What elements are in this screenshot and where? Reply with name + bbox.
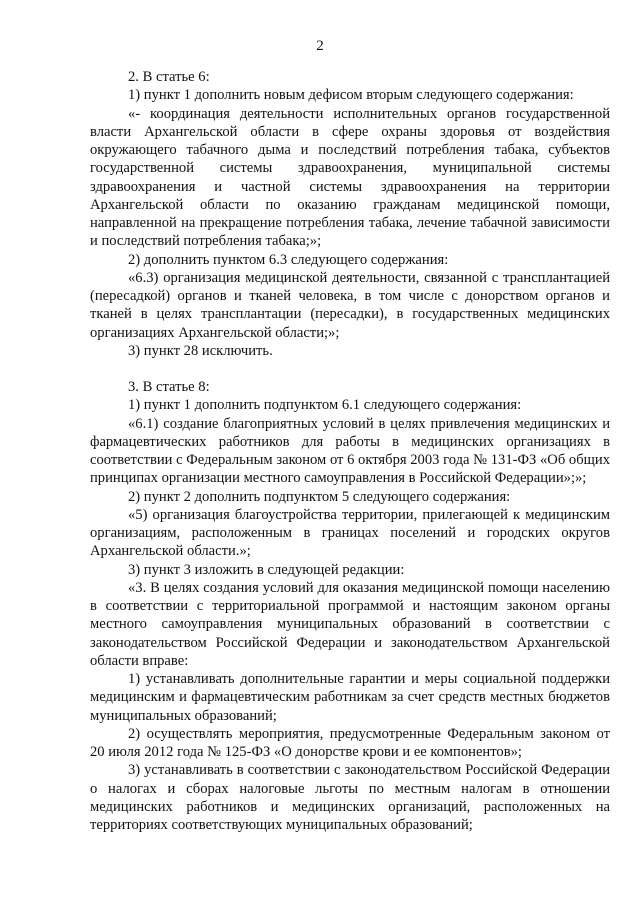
article-8-item-1-text: «6.1) создание благоприятных условий в целях привлечения медицинских и фармацевтических работников для работы в медицинских организациях в соответствии с Федеральным законом от 6 октября 2003 года № 131-ФЗ «Об общих принципах организации местного самоуправления в Российской Федерации»;»; [90, 415, 610, 487]
article-6-heading: 2. В статье 6: [128, 69, 210, 85]
article-6-item-1: 1) пункт 1 дополнить новым дефисом вторым следующего содержания: [128, 87, 574, 104]
article-6-item-3: 3) пункт 28 исключить. [128, 342, 273, 359]
article-8-subitem-2: 2) осуществлять мероприятия, предусмотренные Федеральным законом от 20 июля 2012 года № 125-ФЗ «О донорстве крови и ее компонентов»; [90, 725, 610, 760]
article-8-item-3-text: «3. В целях создания условий для оказания медицинской помощи населению в соответствии с территориальной программой и настоящим законом органы местного самоуправления муниципальных образований в соответствии с законодательством Российской Федерации и законодательством Архангельской области вправе: [90, 579, 610, 669]
article-8-item-1: 1) пункт 1 дополнить подпунктом 6.1 следующего содержания: [128, 397, 522, 414]
section-spacer [90, 360, 610, 378]
article-8-item-3: 3) пункт 3 изложить в следующей редакции: [128, 561, 405, 578]
article-8-item-2: 2) пункт 2 дополнить подпунктом 5 следующего содержания: [128, 488, 511, 505]
article-8-subitem-1: 1) устанавливать дополнительные гарантии и меры социальной поддержки медицинским и фармацевтическим работникам за счет средств местных бюджетов муниципальных образований; [90, 671, 610, 724]
article-8-heading: 3. В статье 8: [128, 379, 210, 395]
article-6-item-2-text: «6.3) организация медицинской деятельности, связанной с трансплантацией (пересадкой) органов и тканей человека, в том числе с донорством органов и тканей в целях трансплантации (пересадки), в государственных медицинских организациях Архангельской области;»; [90, 269, 610, 341]
article-8-subitem-3: 3) устанавливать в соответствии с законодательством Российской Федерации о налогах и сборах налоговые льготы по местным налогам в отношении медицинских работников и медицинских организаций, расположенных на территориях соответствующих муниципальных образований; [90, 762, 610, 833]
article-6-item-1-text: «- координация деятельности исполнительных органов государственной власти Архангельской области в сфере охраны здоровья от воздействия окружающего табачного дыма и последствий потребления табака, субъектов государственной системы здравоохранения, муниципальной системы здравоохранения и частной системы здравоохранения на территории Архангельской области по оказанию гражданам медицинской помощи, направленной на прекращение потребления табака, лечение табачной зависимости и последствий потребления табака;»; [90, 105, 610, 250]
page-number: 2 [316, 38, 324, 54]
article-6-item-2: 2) дополнить пунктом 6.3 следующего содержания: [128, 251, 449, 268]
article-8-item-2-text: «5) организация благоустройства территории, прилегающей к медицинским организациям, расположенным в границах поселений и городских округов Архангельской области.»; [90, 506, 610, 560]
document-body [90, 68, 610, 834]
